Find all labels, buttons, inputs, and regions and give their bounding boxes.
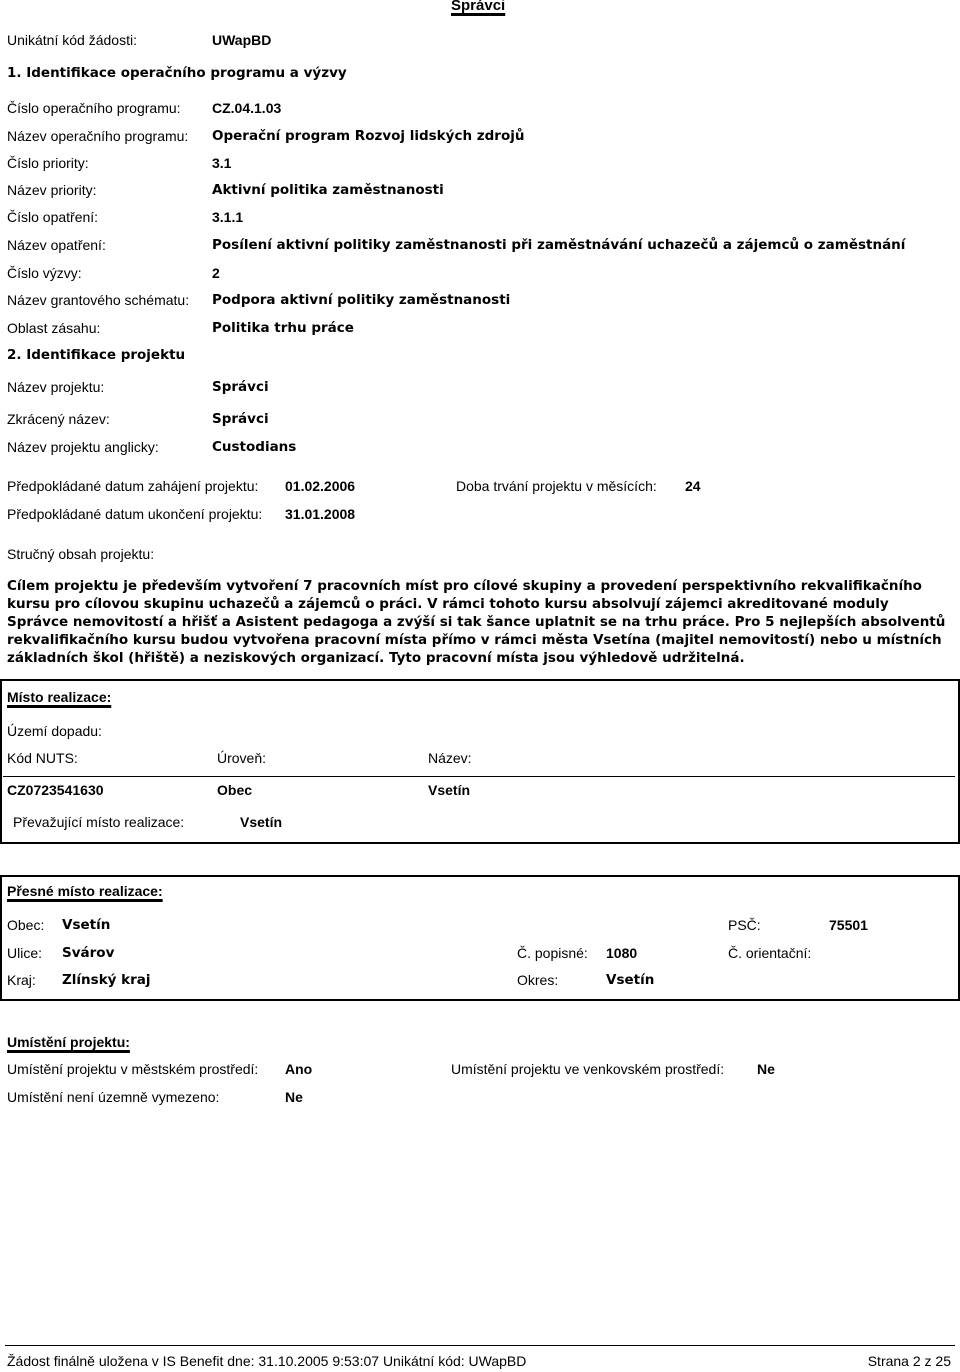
urban-label: Umístění projektu v městském prostředí:: [7, 1061, 259, 1077]
orientacni-label: Č. orientační:: [728, 945, 812, 961]
psc-label: PSČ:: [728, 917, 761, 933]
section1-heading: 1. Identifikace operačního programu a výzvy: [7, 65, 347, 81]
footer-page-number: Strana 2 z 25: [867, 1353, 951, 1369]
summary-label: Stručný obsah projektu:: [7, 546, 155, 562]
end-date-label: Předpokládané datum ukončení projektu:: [7, 506, 263, 522]
exact-location-heading: Přesné místo realizace:: [7, 883, 163, 899]
level-column-header: Úroveň:: [217, 750, 267, 766]
field-value: Posílení aktivní politiky zaměstnanosti při zaměstnávání uchazečů a zájemců o zaměstnání: [212, 237, 906, 253]
field-label: Název priority:: [7, 182, 97, 198]
field-label: Číslo opatření:: [7, 209, 99, 225]
table-divider: [3, 776, 955, 777]
duration-label: Doba trvání projektu v měsících:: [456, 478, 657, 494]
field-value: Custodians: [212, 439, 297, 455]
page-header-title: Správci: [451, 0, 506, 14]
field-label: Číslo výzvy:: [7, 265, 82, 281]
name-column-header: Název:: [428, 750, 472, 766]
field-value: Operační program Rozvoj lidských zdrojů: [212, 128, 525, 144]
field-label: Název projektu:: [7, 379, 105, 395]
okres-value: Vsetín: [606, 972, 655, 988]
location-heading: Místo realizace:: [7, 689, 112, 705]
undefined-label: Umístění není územně vymezeno:: [7, 1089, 220, 1105]
ulice-value: Svárov: [62, 945, 115, 961]
field-label: Oblast zásahu:: [7, 320, 101, 336]
field-label: Číslo priority:: [7, 155, 89, 171]
name-value: Vsetín: [428, 782, 471, 798]
field-value: Správci: [212, 411, 269, 427]
field-label: Název grantového schématu:: [7, 292, 190, 308]
rural-value: Ne: [757, 1061, 775, 1077]
obec-value: Vsetín: [62, 917, 111, 933]
end-date-value: 31.01.2008: [285, 506, 356, 522]
start-date-label: Předpokládané datum zahájení projektu:: [7, 478, 259, 494]
nuts-code-value: CZ0723541630: [7, 782, 104, 798]
request-code-value: UWapBD: [212, 32, 272, 48]
ulice-label: Ulice:: [7, 945, 43, 961]
field-label: Zkrácený název:: [7, 411, 110, 427]
kraj-label: Kraj:: [7, 972, 36, 988]
kraj-value: Zlínský kraj: [62, 972, 151, 988]
field-value: 3.1.1: [212, 209, 244, 225]
field-value: Správci: [212, 379, 269, 395]
field-value: Politika trhu práce: [212, 320, 354, 336]
placement-heading: Umístění projektu:: [7, 1034, 130, 1050]
main-location-label: Převažující místo realizace:: [13, 814, 185, 830]
main-location-value: Vsetín: [240, 814, 283, 830]
field-label: Číslo operačního programu:: [7, 100, 181, 116]
popisne-label: Č. popisné:: [517, 945, 588, 961]
footer-divider: [5, 1345, 955, 1346]
section2-heading: 2. Identifikace projektu: [7, 347, 186, 363]
field-value: Podpora aktivní politiky zaměstnanosti: [212, 292, 511, 308]
footer-saved-info: Žádost finálně uložena v IS Benefit dne: 31.10.2005 9:53:07 Unikátní kód: UWapBD: [7, 1353, 527, 1369]
rural-label: Umístění projektu ve venkovském prostředí:: [451, 1061, 725, 1077]
summary-text: Cílem projektu je především vytvoření 7 pracovních míst pro cílové skupiny a provedení perspektivního rekvalifikačního kursu pro cílovou skupinu uchazečů a zájemců o práci. V rámci tohoto kursu absolvují zájemci akreditované moduly Správce nemovitostí a hřišť a Asistent pedagoga a zvýší si tak šance uplatnit se na trhu práce. Pro 5 nejlepších absolventů rekvalifikačního kursu budou vytvořena pracovní místa přímo v rámci města Vsetína (majitel nemovitostí) nebo u místních základních škol (hřiště) a neziskových organizací. Tyto pracovní místa jsou výhledově udržitelná.: [7, 578, 946, 666]
undefined-value: Ne: [285, 1089, 303, 1105]
field-value: Aktivní politika zaměstnanosti: [212, 182, 444, 198]
field-value: 2: [212, 265, 220, 281]
start-date-value: 01.02.2006: [285, 478, 356, 494]
field-value: CZ.04.1.03: [212, 100, 282, 116]
duration-value: 24: [685, 478, 701, 494]
field-value: 3.1: [212, 155, 232, 171]
impact-area-label: Území dopadu:: [7, 723, 102, 739]
field-label: Název opatření:: [7, 237, 106, 253]
field-label: Název projektu anglicky:: [7, 439, 159, 455]
field-label: Název operačního programu:: [7, 128, 189, 144]
obec-label: Obec:: [7, 917, 45, 933]
urban-value: Ano: [285, 1061, 313, 1077]
psc-value: 75501: [829, 917, 868, 933]
request-code-label: Unikátní kód žádosti:: [7, 32, 137, 48]
nuts-column-header: Kód NUTS:: [7, 750, 78, 766]
level-value: Obec: [217, 782, 253, 798]
okres-label: Okres:: [517, 972, 559, 988]
popisne-value: 1080: [606, 945, 638, 961]
